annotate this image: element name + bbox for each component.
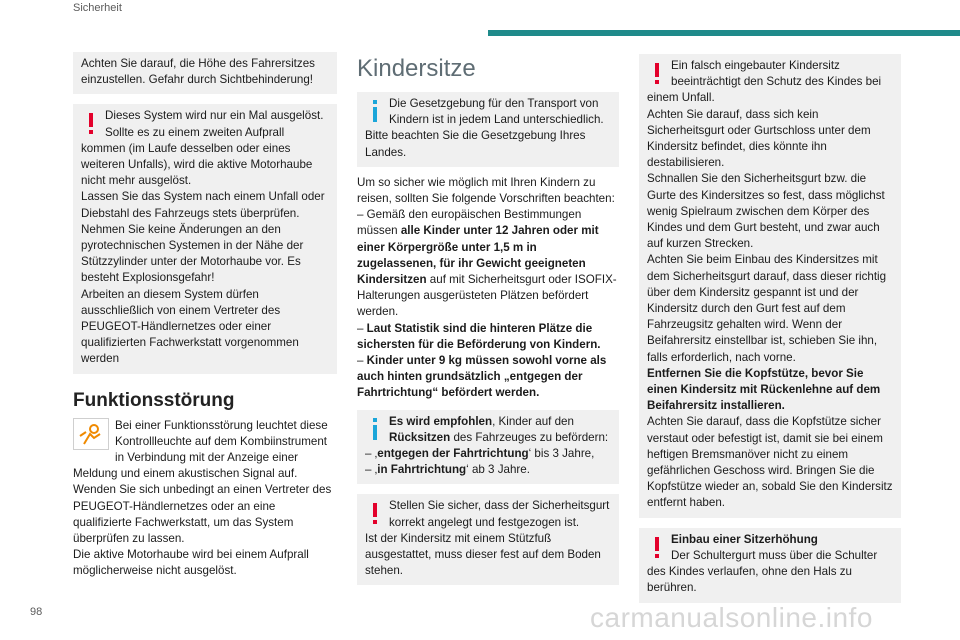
child-seat-warning-5: Entfernen Sie die Kopfstütze, bevor Sie einen Kindersitz mit Rückenlehne auf dem Beifahrersitz installieren. — [647, 366, 881, 413]
info-icon — [365, 414, 389, 444]
rule-3: – Kinder unter 9 kg müssen sowohl vorne als auch hinten grundsätzlich „entgegen der Fahrtrichtung“ befördert werden. — [357, 354, 607, 400]
left-column — [73, 52, 337, 580]
warning-text-1: Dieses System wird nur ein Mal ausgelöst. Sollte es zu einem zweiten Aufprall kommen (im Laufe desselben oder eines weiteren Unfalls), wird die aktive Motorhaube nicht mehr ausgelöst. — [81, 109, 324, 188]
rule-1: – Gemäß den europäischen Bestimmungen müssen alle Kinder unter 12 Jahren oder mit einer Körpergröße unter 1,5 m in zugelassenen, für ihr Gewicht geeigneten Kindersitzen auf mit Sicherheitsgurt oder ISOFIX-Halterungen ausgerüsteten Plätzen befördert werden. — [357, 208, 617, 319]
malfunction-note: Die aktive Motorhaube wird bei einem Aufprall möglicherweise nicht ausgelöst. — [73, 548, 309, 578]
right-column — [639, 54, 901, 603]
info-icon — [365, 96, 389, 126]
info-box-1 — [357, 92, 619, 167]
info-text-1: Die Gesetzgebung für den Transport von Kindern ist in jedem Land unterschiedlich. Bitte beachten Sie die Gesetzgebung Ihres Landes. — [365, 97, 604, 159]
warning-text-4: Arbeiten an diesem System dürfen ausschließlich von einem Vertreter des PEUGEOT-Händlernetzes oder einer qualifizierten Fachwerkstatt vorgenommen werden — [81, 287, 299, 366]
warning-box-4 — [639, 528, 901, 603]
child-seat-warning-3: Schnallen Sie den Sicherheitsgurt bzw. die Gurte des Kindersitzes so fest, dass möglichst wenig Spielraum zwischen dem Körper des Kindes und dem Gurt besteht, und zwar auch auf kurzen Strecken. — [647, 172, 885, 251]
info-box-2 — [357, 410, 619, 485]
section-title: Sicherheit — [73, 2, 122, 14]
child-seat-warning-2: Achten Sie darauf, dass sich kein Sicherheitsgurt oder Gurtschloss unter dem Kindersitz befindet, dies könnte ihn destabilisieren. — [647, 107, 871, 170]
warning-box-3 — [639, 54, 901, 518]
info-text-2: Es wird empfohlen, Kinder auf den Rücksitzen des Fahrzeuges zu befördern: — [389, 414, 609, 444]
malfunction-text: Bei einer Funktionsstörung leuchtet diese Kontrollleuchte auf dem Kombiinstrument in Verbindung mit der Anzeige einer Meldung und einem akustischen Signal auf. Wenden Sie sich unbedingt an einen Vertreter des PEUGEOT-Händlernetzes oder an eine qualifizierte Fachwerkstatt, um das System überprüfen zu lassen. — [73, 418, 332, 546]
child-seat-warning-6: Achten Sie darauf, dass die Kopfstütze sicher verstaut oder befestigt ist, damit sie bei einem heftigen Bremsmanöver nicht zu einem gefährlichen Geschoss wird. Bringen Sie die Kopfstütze wieder an, sobald Sie den Kindersitz entfernt haben. — [647, 415, 893, 510]
booster-text: Der Schultergurt muss über die Schulter des Kindes verlaufen, ohne den Hals zu berühren. — [647, 548, 878, 595]
rule-2: – Laut Statistik sind die hinteren Plätze die sichersten für die Beförderung von Kindern. — [357, 321, 601, 351]
page-heading: Kindersitze — [357, 55, 476, 82]
warning-text: Stellen Sie sicher, dass der Sicherheitsgurt korrekt angelegt und festgezogen ist. — [389, 499, 610, 529]
booster-title: Einbau einer Sitzerhöhung — [671, 532, 818, 546]
rules-intro: Um so sicher wie möglich mit Ihren Kindern zu reisen, sollten Sie folgende Vorschriften beachten: — [357, 175, 615, 206]
warning-text-3: Nehmen Sie keine Änderungen an den pyrotechnischen Systemen in der Nähe der Stützzylinder unter der Motorhaube vor. Es besteht Explosionsgefahr! — [81, 222, 304, 285]
warning-text-b: Ist der Kindersitz mit einem Stützfuß ausgestattet, muss dieser fest auf dem Boden stehen. — [365, 531, 601, 578]
warning-lamp-icon — [73, 418, 109, 450]
child-seat-warning-4: Achten Sie beim Einbau des Kindersitzes mit dem Sicherheitsgurt darauf, dass dieser richtig über dem Kindersitz gespannt ist und der Kindersitz durch den Gurt fest auf dem Fahrzeugsitz gehalten wird. Wenn der Beifahrersitz einstellbar ist, schieben Sie ihn, falls erforderlich, nach vorne. — [647, 253, 887, 364]
warning-icon — [365, 498, 389, 528]
info-list-2: – ‚in Fahrtrichtung‘ ab 3 Jahre. — [365, 463, 530, 477]
watermark: carmanualsonline.info — [590, 602, 873, 633]
warning-text-2: Lassen Sie das System nach einem Unfall oder Diebstahl des Fahrzeugs stets überprüfen. — [81, 190, 325, 220]
section-heading: Funktionsstörung — [73, 389, 235, 411]
note-box — [73, 52, 337, 94]
page-number: 98 — [30, 606, 43, 618]
info-list-1: – ‚entgegen der Fahrtrichtung‘ bis 3 Jahre, — [365, 447, 595, 461]
warning-icon — [647, 532, 671, 562]
middle-column — [357, 54, 619, 585]
note-text: Achten Sie darauf, die Höhe des Fahrersitzes einzustellen. Gefahr durch Sichtbehinderung! — [81, 57, 315, 87]
warning-box-2 — [357, 494, 619, 585]
warning-box — [73, 104, 337, 373]
warning-icon — [647, 58, 671, 88]
rules-block — [357, 175, 619, 402]
warning-icon — [81, 108, 105, 138]
child-seat-warning-1: Ein falsch eingebauter Kindersitz beeinträchtigt den Schutz des Kindes bei einem Unfall. — [647, 59, 882, 105]
header-accent-bar — [488, 30, 960, 36]
